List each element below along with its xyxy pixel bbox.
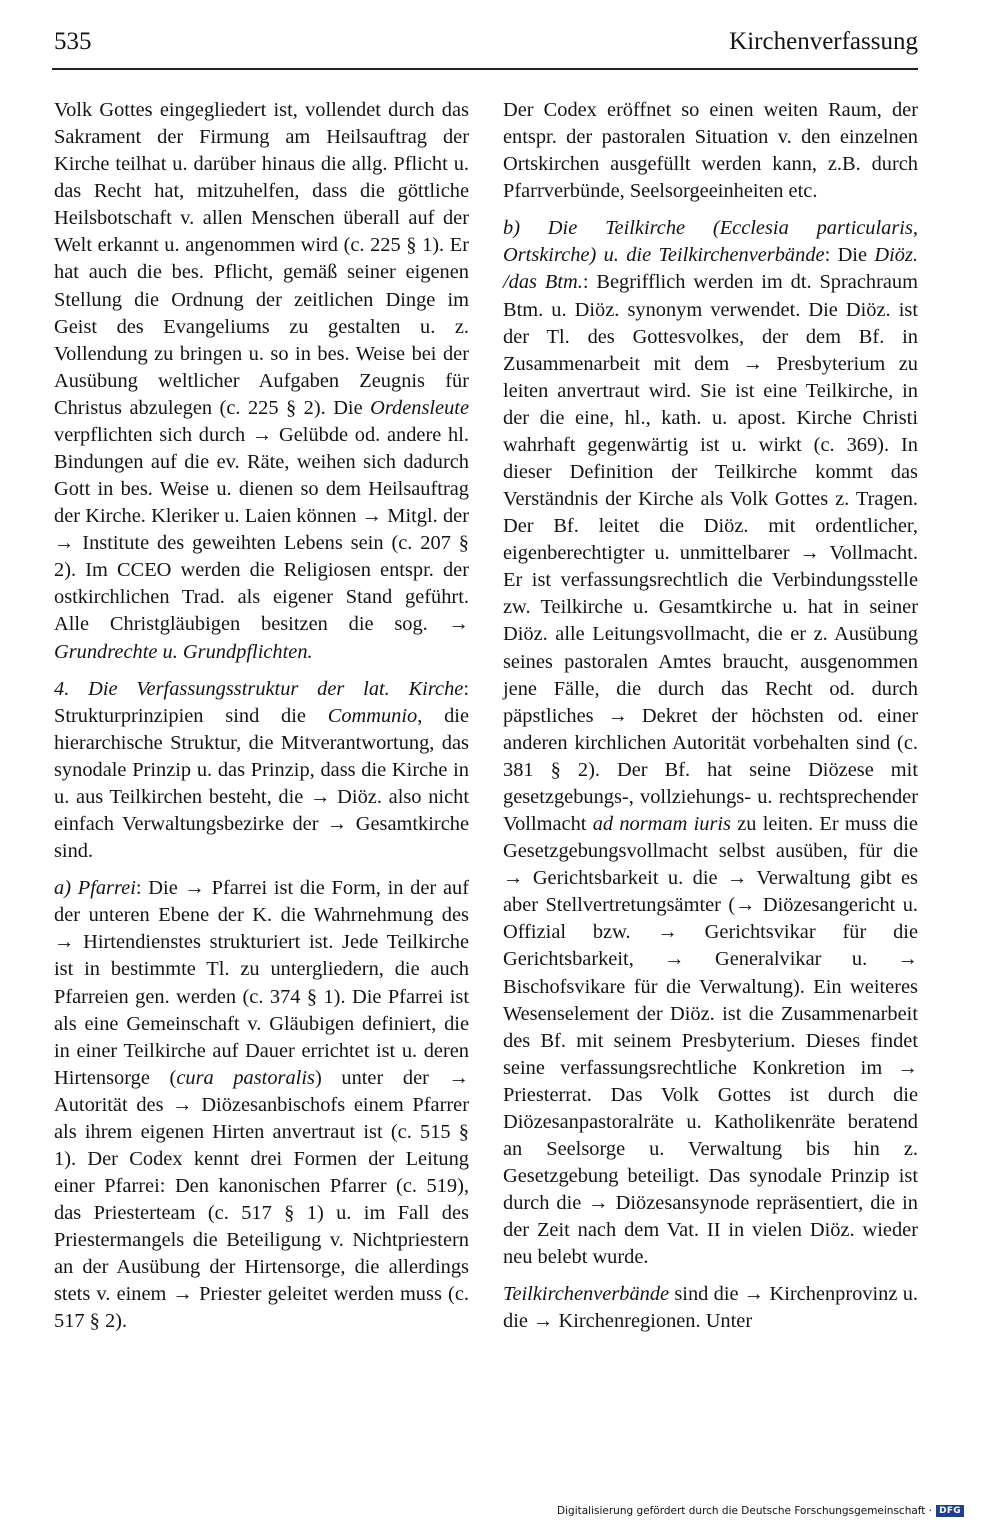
paragraph-text: Der Codex eröffnet so einen weiten Raum, der entspr. der pastoralen Situation v. den einzelnen Ortskirchen ausgefüllt werden kann, z.B. durch Pfarrverbünde, Seelsorgeeinheiten etc.	[503, 99, 918, 203]
paragraph-text: : Begrifflich werden im dt. Sprachraum Btm. u. Diöz. synonym verwendet. Die Diöz. ist der Tl. des Gottesvolkes, der dem Bf. in Zusammenarbeit mit dem → Presbyterium zu leiten anvertraut wird. Sie ist eine Teilkirche, in der die eine, hl., kath. u. apost. Kirche Christi wahrhaft gegenwärtig ist u. wirkt (c. 369). In dieser Definition der Teilkirche kommt das Verständnis der Kirche als Volk Gottes z. Tragen. Der Bf. leitet die Diöz. mit ordentlicher, eigenberechtigter u. unmittelbarer → Vollmacht. Er ist verfassungsrechtlich die Verbindungsstelle zw. Teilkirche u. Gesamtkirche u. hat in seiner Diöz. alle Leitungsvollmacht, die er z. Ausübung seines pastoralen Amtes braucht, ausgenommen jene Fälle, die durch das Recht od. durch päpstliches → Dekret der höchsten od. einer anderen kirchlichen Autorität vorbehalten sind (c. 381 § 2). Der Bf. hat seine Diözese mit gesetzgebungs-, vollziehungs- u. rechtsprechender Vollmacht	[503, 271, 918, 836]
footer-credit	[557, 1505, 964, 1517]
section-heading: a) Pfarrei	[54, 877, 136, 900]
paragraph-text: ) unter der → Autorität des → Diözesanbischofs einem Pfarrer als ihrem eigenen Hirten anvertraut ist (c. 515 § 1). Der Codex kennt drei Formen der Leitung einer Pfarrei: Den kanonischen Pfarrer (c. 519), das Priesterteam (c. 517 § 1) u. im Fall des Priestermangels die Beteiligung v. Nichtpriestern an der Ausübung der Hirtensorge, die allerdings stets v. einem → Priester geleitet werden muss (c. 517 § 2).	[54, 1066, 469, 1333]
paragraph-text: : Die	[824, 244, 875, 267]
italic-term: Communio	[327, 704, 418, 727]
right-column	[503, 97, 918, 1336]
dfg-logo: DFG	[936, 1505, 964, 1517]
paragraph-laity	[54, 97, 469, 666]
italic-term: Grundrechte u. Grundpflichten.	[54, 640, 313, 663]
paragraph-text: Volk Gottes eingegliedert ist, vollendet durch das Sakrament der Firmung am Heilsauftrag der Kirche teilhat u. darüber hinaus die allg. Pflicht u. das Recht hat, mitzuhelfen, dass die göttliche Heilsbotschaft v. allen Menschen überall auf der Welt erkannt u. angenommen wird (c. 225 § 1). Er hat auch die bes. Pflicht, gemäß seiner eigenen Stellung die Ordnung der zeitlichen Dinge im Geist des Evangeliums zu gestalten u. z. Vollendung zu bringen u. so in bes. Weise bei der Ausübung weltlicher Aufgaben Zeugnis für Christus abzulegen (c. 225 § 2). Die	[54, 99, 469, 419]
section-heading: 4. Die Verfassungsstruktur der lat. Kirche	[54, 677, 464, 700]
paragraph-teilkirchenverbaende	[503, 1281, 918, 1335]
page-number: 535	[54, 28, 92, 55]
header-rule	[52, 68, 918, 70]
paragraph-teilkirche	[503, 215, 918, 1271]
paragraph-structure	[54, 676, 469, 866]
italic-term: Ordensleute	[370, 396, 469, 419]
paragraph-codex	[503, 97, 918, 205]
paragraph-pfarrei	[54, 875, 469, 1335]
italic-term: cura pastoralis	[176, 1066, 315, 1089]
paragraph-text: sind die → Kirchenprovinz u. die → Kirchenregionen. Unter	[503, 1283, 918, 1333]
left-column	[54, 97, 469, 1336]
paragraph-text: , die hierarchische Struktur, die Mitverantwortung, das synodale Prinzip u. das Prinzip, dass die Kirche in u. aus Teilkirchen besteht, die → Diöz. also nicht einfach Verwaltungsbezirke der → Gesamtkirche sind.	[54, 704, 469, 863]
footer-credit-text: Digitalisierung gefördert durch die Deutsche Forschungsgemeinschaft ·	[557, 1505, 933, 1517]
italic-term: ad normam iuris	[592, 813, 731, 836]
paragraph-text: : Strukturprinzipien sind die	[54, 677, 469, 727]
paragraph-text: zu leiten. Er muss die Gesetzgebungsvollmacht selbst ausüben, für die → Gerichtsbarkeit u. die → Verwaltung gibt es aber Stellvertretungsämter (→ Diözesangericht u. Offizial bzw. → Gerichtsvikar für die Gerichtsbarkeit, → Generalvikar u. → Bischofsvikare für die Verwaltung). Ein weiteres Wesenselement der Diöz. ist die Zusammenarbeit des Bf. mit seinem Presbyterium. Dieses findet seine verfassungsrechtliche Konkretion im → Priesterrat. Das Volk Gottes ist durch die Diözesanpastoralräte u. Katholikenräte beratend an Seelsorge u. Verwaltung bis hin z. Gesetzgebung beteiligt. Das synodale Prinzip ist durch die → Diözesansynode repräsentiert, die in der Zeit nach dem Vat. II in vielen Diöz. wieder neu belebt wurde.	[503, 813, 918, 1269]
paragraph-text: verpflichten sich durch → Gelübde od. andere hl. Bindungen auf die ev. Räte, weihen sich dadurch Gott in bes. Weise u. dienen so dem Heilsauftrag der Kirche. Kleriker u. Laien können → Mitgl. der → Institute des geweihten Lebens sein (c. 207 § 2). Im CCEO werden die Religiosen entspr. der ostkirchlichen Trad. als eigener Stand geführt. Alle Christgläubigen besitzen die sog. →	[54, 423, 469, 636]
paragraph-text: : Die → Pfarrei ist die Form, in der auf der unteren Ebene der K. die Wahrnehmung des → Hirtendienstes strukturiert ist. Jede Teilkirche ist in bestimmte Tl. zu untergliedern, die auch Pfarreien gen. werden (c. 374 § 1). Die Pfarrei ist als eine Gemeinschaft v. Gläubigen definiert, die in einer Teilkirche auf Dauer errichtet ist u. deren Hirtensorge (	[54, 877, 469, 1089]
italic-term: Teilkirchenverbände	[503, 1283, 670, 1306]
running-head: Kirchenverfassung	[729, 28, 918, 55]
italic-term: Diöz. /das Btm.	[503, 244, 918, 294]
section-heading: b) Die Teilkirche (Ecclesia particularis, Ortskirche) u. die Teilkirchenverbände	[503, 217, 918, 267]
